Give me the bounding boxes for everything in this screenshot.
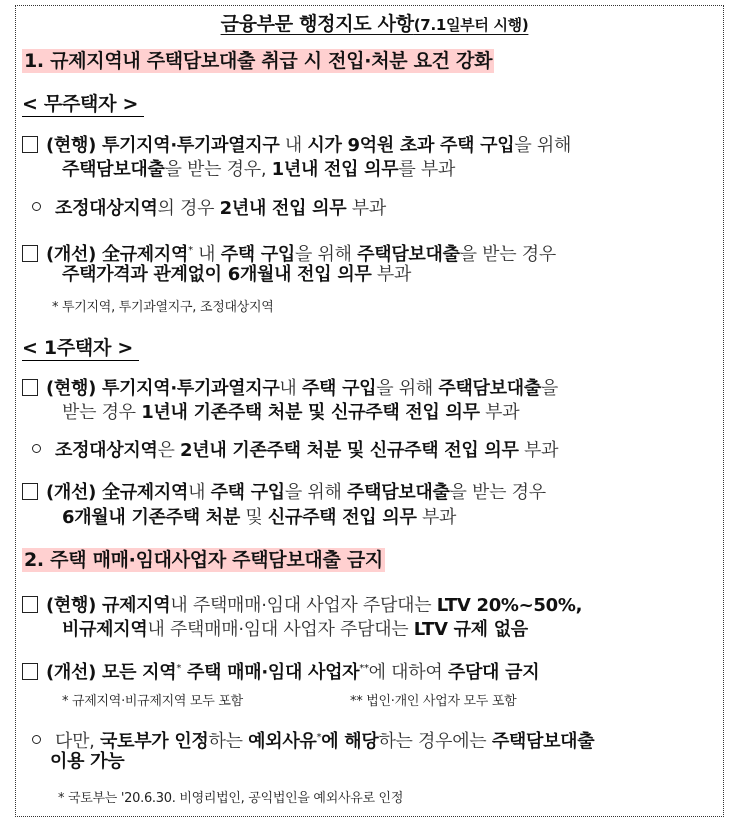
s2-current-line-1 (22, 594, 582, 618)
emphasis-text: 이용 가능 (50, 751, 125, 772)
emphasis-text: 주택 매매·임대 사업자 (181, 662, 360, 683)
body-text: 를 부과 (398, 159, 456, 180)
emphasis-text: 2년내 전입 의무 (219, 198, 347, 219)
body-text: 을 (540, 378, 558, 399)
body-text: 을 받는 경우 (459, 244, 556, 265)
body-text: 부과 (371, 264, 412, 285)
emphasis-text: (현행) 투기지역·투기과열지구 (46, 135, 280, 156)
emphasis-text: 주담대 금지 (447, 662, 540, 683)
emphasis-text: 주택담보대출 (491, 731, 595, 752)
s2-current-line-2 (62, 618, 528, 642)
body-text: 다만, (55, 731, 101, 752)
section-2-heading: 2. 주택 매매·임대사업자 주택담보대출 금지 (24, 549, 383, 571)
emphasis-text: 6개월내 기존주택 처분 (62, 507, 240, 528)
title-main: 금융부문 행정지도 사항 (220, 13, 414, 35)
emphasis-text: 1년내 기존주택 처분 및 신규주택 전입 의무 (141, 402, 480, 423)
no-house-heading: < 무주택자 > (22, 92, 144, 117)
body-text: 부과 (479, 402, 520, 423)
body-text: 을 위해 (376, 378, 439, 399)
emphasis-text: 조정대상지역 (55, 198, 158, 219)
square-bullet-icon (22, 245, 38, 262)
body-text: 내 주택매매·임대 사업자 주담대는 (147, 619, 414, 640)
title-note: (7.1일부터 시행) (413, 16, 529, 34)
body-text: 을 받는 경우 (449, 482, 546, 503)
body-text: 내 (192, 244, 221, 265)
emphasis-text: LTV 규제 없음 (413, 619, 528, 640)
emphasis-text: (개선) 全규제지역 (46, 244, 189, 265)
emphasis-text: 신규주택 전입 의무 (267, 507, 417, 528)
one-house-current-sub (32, 439, 558, 463)
emphasis-text: 조정대상지역 (55, 440, 158, 461)
body-text: 을 받는 경우, (164, 159, 272, 180)
square-bullet-icon (22, 483, 38, 500)
section-1-heading: 1. 규제지역내 주택담보대출 취급 시 전입·처분 요건 강화 (24, 50, 493, 72)
no-house-footnote: * 투기지역, 투기과열지구, 조정대상지역 (52, 300, 274, 315)
circle-bullet-icon (32, 444, 41, 453)
emphasis-text: 주택 구입 (220, 244, 296, 265)
body-text: 부과 (518, 440, 559, 461)
body-text: 하는 (208, 731, 249, 752)
s2-improved-line (22, 657, 539, 685)
square-bullet-icon (22, 596, 38, 613)
emphasis-text: 주택담보대출 (357, 244, 460, 265)
body-text: 내 (279, 378, 302, 399)
circle-bullet-icon (32, 735, 41, 744)
body-text: 내 주택매매·임대 사업자 주담대는 (170, 595, 437, 616)
no-house-current-line-2 (62, 158, 455, 182)
body-text: 내 (188, 482, 211, 503)
body-text: 받는 경우 (62, 402, 142, 423)
body-text: 하는 경우에는 (378, 731, 492, 752)
body-text: 에 대하여 (368, 662, 448, 683)
page-title (0, 12, 749, 37)
body-text: 을 위해 (295, 244, 358, 265)
emphasis-text: 에 해당 (321, 731, 379, 752)
footnote-marker: * (176, 663, 182, 674)
body-text: 은 (157, 440, 181, 461)
emphasis-text: (개선) 全규제지역 (46, 482, 189, 503)
s2-footnote-3: * 국토부는 '20.6.30. 비영리법인, 공익법인을 예외사유로 인정 (58, 791, 404, 806)
emphasis-text: (개선) 모든 지역 (46, 662, 177, 683)
body-text: 및 (239, 507, 268, 528)
body-text: 을 위해 (284, 482, 348, 503)
emphasis-text: 주택담보대출 (438, 378, 541, 399)
emphasis-text: 예외사유 (248, 731, 317, 752)
circle-bullet-icon (32, 202, 41, 211)
emphasis-text: (현행) 규제지역 (46, 595, 171, 616)
emphasis-text: 비규제지역 (62, 619, 148, 640)
emphasis-text: LTV 20%~50%, (436, 595, 583, 616)
one-house-heading: < 1주택자 > (22, 336, 139, 361)
emphasis-text: 시가 9억원 초과 주택 구입 (307, 135, 515, 156)
footnote-marker: ** (359, 663, 369, 674)
square-bullet-icon (22, 663, 38, 680)
body-text: 내 (279, 135, 308, 156)
emphasis-text: 2년내 기존주택 처분 및 신규주택 전입 의무 (180, 440, 519, 461)
emphasis-text: (현행) 투기지역·투기과열지구 (46, 378, 280, 399)
square-bullet-icon (22, 136, 38, 153)
s2-footnote-1: * 규제지역·비규제지역 모두 포함 (62, 694, 243, 709)
body-text: 을 위해 (514, 135, 572, 156)
one-house-improved-line-2 (62, 506, 456, 530)
emphasis-text: 주택 구입 (301, 378, 377, 399)
emphasis-text: 주택 구입 (210, 482, 285, 503)
body-text: 부과 (346, 198, 386, 219)
one-house-current-line-1 (22, 377, 558, 401)
no-house-current-sub (32, 197, 386, 221)
square-bullet-icon (22, 379, 38, 396)
s2-footnote-2: ** 법인·개인 사업자 모두 포함 (350, 694, 517, 709)
emphasis-text: 국토부가 인정 (100, 731, 209, 752)
body-text: 의 경우 (157, 198, 220, 219)
footnote-marker: * (316, 732, 322, 743)
body-text: 부과 (416, 507, 457, 528)
emphasis-text: 주택담보대출 (347, 482, 450, 503)
one-house-current-line-2 (62, 401, 519, 425)
no-house-current-line-1 (22, 134, 571, 158)
emphasis-text: 주택담보대출 (62, 159, 165, 180)
emphasis-text: 1년내 전입 의무 (271, 159, 399, 180)
emphasis-text: 주택가격과 관계없이 6개월내 전입 의무 (62, 264, 372, 285)
no-house-improved-line-2 (62, 263, 411, 287)
s2-exception-line-2 (50, 750, 124, 774)
one-house-improved-line-1 (22, 481, 546, 505)
footnote-marker: * (188, 245, 193, 256)
